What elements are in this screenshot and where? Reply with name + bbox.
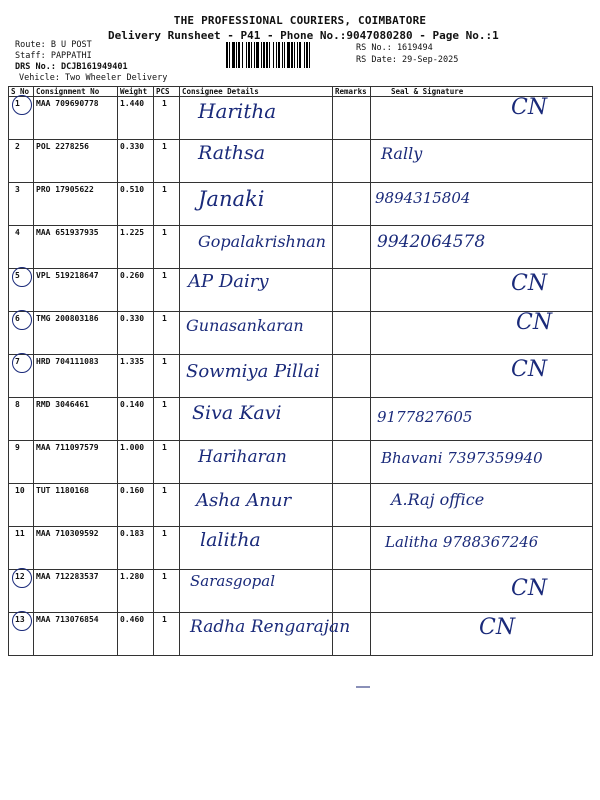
consignee-cell	[180, 226, 333, 269]
weight-value: 1.000	[118, 441, 154, 484]
consignee-handwriting: Janaki	[198, 187, 265, 211]
signature-handwriting: CN	[479, 615, 516, 640]
consignment-number: MAA 709690778	[34, 97, 118, 140]
consignee-handwriting: Gunasankaran	[186, 316, 304, 335]
serial-number-cell	[9, 269, 34, 312]
table-row	[9, 226, 593, 269]
col-header-consignment: Consignment No	[34, 87, 118, 97]
stray-pen-mark	[356, 686, 370, 688]
consignee-cell	[180, 484, 333, 527]
weight-value: 0.183	[118, 527, 154, 570]
signature-cell	[371, 484, 593, 527]
weight-value: 1.280	[118, 570, 154, 613]
pcs-value: 1	[154, 484, 180, 527]
consignee-handwriting: Gopalakrishnan	[198, 232, 326, 251]
consignee-cell	[180, 570, 333, 613]
serial-number: 8	[15, 400, 20, 409]
col-header-remarks: Remarks	[333, 87, 371, 97]
consignee-cell	[180, 441, 333, 484]
table-row	[9, 269, 593, 312]
runsheet-title: THE PROFESSIONAL COURIERS, COIMBATORE	[173, 14, 427, 27]
serial-number-cell	[9, 355, 34, 398]
signature-handwriting: Bhavani 7397359940	[381, 449, 543, 467]
consignee-handwriting: Asha Anur	[196, 490, 292, 511]
col-header-pcs: PCS	[154, 87, 180, 97]
remarks-cell	[333, 398, 371, 441]
col-header-signature: Seal & Signature	[371, 87, 593, 97]
signature-cell	[371, 613, 593, 656]
consignee-handwriting: Radha Rengarajan	[190, 617, 351, 637]
signature-cell	[371, 355, 593, 398]
serial-number: 3	[15, 185, 20, 194]
weight-value: 0.330	[118, 312, 154, 355]
consignment-number: MAA 711097579	[34, 441, 118, 484]
circle-mark	[12, 267, 32, 287]
consignee-cell	[180, 312, 333, 355]
rs-number: RS No.: 1619494	[356, 43, 433, 53]
remarks-cell	[333, 269, 371, 312]
drs-number: DRS No.: DCJB161949401	[15, 62, 128, 72]
serial-number-cell	[9, 140, 34, 183]
table-row	[9, 140, 593, 183]
pcs-value: 1	[154, 140, 180, 183]
table-row	[9, 312, 593, 355]
pcs-value: 1	[154, 613, 180, 656]
consignee-cell	[180, 269, 333, 312]
consignment-number: VPL 519218647	[34, 269, 118, 312]
circle-mark	[12, 611, 32, 631]
consignee-handwriting: Sowmiya Pillai	[186, 361, 320, 382]
consignee-handwriting: Hariharan	[198, 447, 287, 467]
weight-value: 0.160	[118, 484, 154, 527]
consignee-cell	[180, 140, 333, 183]
signature-handwriting: Rally	[381, 144, 423, 163]
serial-number: 12	[15, 572, 25, 581]
serial-number-cell	[9, 484, 34, 527]
signature-handwriting: A.Raj office	[391, 490, 485, 509]
signature-cell	[371, 441, 593, 484]
serial-number: 4	[15, 228, 20, 237]
weight-value: 0.510	[118, 183, 154, 226]
consignee-cell	[180, 183, 333, 226]
consignment-number: HRD 704111083	[34, 355, 118, 398]
col-header-weight: Weight	[118, 87, 154, 97]
pcs-value: 1	[154, 527, 180, 570]
pcs-value: 1	[154, 183, 180, 226]
remarks-cell	[333, 527, 371, 570]
serial-number: 10	[15, 486, 25, 495]
serial-number: 1	[15, 99, 20, 108]
pcs-value: 1	[154, 355, 180, 398]
signature-cell	[371, 312, 593, 355]
remarks-cell	[333, 226, 371, 269]
weight-value: 0.260	[118, 269, 154, 312]
signature-cell	[371, 183, 593, 226]
consignee-handwriting: lalitha	[200, 529, 261, 551]
table-row	[9, 441, 593, 484]
weight-value: 0.140	[118, 398, 154, 441]
vehicle-label: Vehicle: Two Wheeler Delivery	[19, 73, 168, 83]
consignee-handwriting: AP Dairy	[188, 271, 269, 292]
signature-handwriting: Lalitha 9788367246	[385, 533, 539, 551]
remarks-cell	[333, 484, 371, 527]
serial-number: 9	[15, 443, 20, 452]
consignment-number: MAA 651937935	[34, 226, 118, 269]
signature-handwriting: CN	[511, 271, 548, 296]
signature-handwriting: CN	[516, 310, 553, 335]
serial-number-cell	[9, 441, 34, 484]
signature-cell	[371, 398, 593, 441]
consignee-cell	[180, 613, 351, 656]
signature-cell	[371, 140, 593, 183]
pcs-value: 1	[154, 398, 180, 441]
signature-handwriting: CN	[511, 95, 548, 120]
pcs-value: 1	[154, 269, 180, 312]
consignment-number: RMD 3046461	[34, 398, 118, 441]
remarks-cell	[333, 355, 371, 398]
consignee-handwriting: Haritha	[198, 99, 277, 123]
consignee-handwriting: Siva Kavi	[192, 402, 282, 424]
serial-number-cell	[9, 613, 34, 656]
circle-mark	[12, 95, 32, 115]
pcs-value: 1	[154, 226, 180, 269]
weight-value: 0.330	[118, 140, 154, 183]
consignee-cell	[180, 398, 333, 441]
consignment-number: MAA 710309592	[34, 527, 118, 570]
table-row	[9, 570, 593, 613]
circle-mark	[12, 310, 32, 330]
serial-number: 5	[15, 271, 20, 280]
barcode	[226, 42, 352, 68]
consignment-number: MAA 713076854	[34, 613, 118, 656]
table-row	[9, 527, 593, 570]
signature-handwriting: CN	[511, 357, 548, 382]
serial-number-cell	[9, 183, 34, 226]
signature-handwriting: 9894315804	[375, 189, 471, 207]
table-row	[9, 613, 593, 656]
serial-number: 2	[15, 142, 20, 151]
pcs-value: 1	[154, 570, 180, 613]
consignee-handwriting: Sarasgopal	[190, 572, 276, 590]
consignee-handwriting: Rathsa	[198, 142, 266, 164]
serial-number-cell	[9, 570, 34, 613]
table-header-row	[9, 87, 593, 97]
consignee-cell	[180, 97, 333, 140]
pcs-value: 1	[154, 97, 180, 140]
consignment-number: TUT 1180168	[34, 484, 118, 527]
signature-handwriting: CN	[511, 576, 548, 601]
signature-cell	[371, 527, 593, 570]
consignee-cell	[180, 527, 333, 570]
remarks-cell	[333, 570, 371, 613]
serial-number-cell	[9, 226, 34, 269]
signature-handwriting: 9177827605	[377, 408, 473, 426]
signature-cell	[371, 269, 593, 312]
serial-number-cell	[9, 312, 34, 355]
table-row	[9, 398, 593, 441]
serial-number-cell	[9, 527, 34, 570]
remarks-cell	[333, 97, 371, 140]
table-row	[9, 97, 593, 140]
serial-number-cell	[9, 398, 34, 441]
col-header-sno: S No	[9, 87, 34, 97]
table-row	[9, 484, 593, 527]
runsheet-subtitle: Delivery Runsheet - P41 - Phone No.:9047080280 - Page No.:1	[108, 29, 499, 42]
runsheet-table	[8, 86, 593, 656]
pcs-value: 1	[154, 312, 180, 355]
weight-value: 1.440	[118, 97, 154, 140]
signature-cell	[371, 97, 593, 140]
serial-number: 11	[15, 529, 25, 538]
serial-number-cell	[9, 97, 34, 140]
col-header-consignee: Consignee Details	[180, 87, 333, 97]
consignment-number: MAA 712283537	[34, 570, 118, 613]
pcs-value: 1	[154, 441, 180, 484]
remarks-cell	[333, 312, 371, 355]
serial-number: 13	[15, 615, 25, 624]
serial-number: 6	[15, 314, 20, 323]
weight-value: 1.335	[118, 355, 154, 398]
weight-value: 0.460	[118, 613, 154, 656]
circle-mark	[12, 568, 32, 588]
weight-value: 1.225	[118, 226, 154, 269]
circle-mark	[12, 353, 32, 373]
route-label: Route: B U POST	[15, 40, 92, 50]
table-row	[9, 355, 593, 398]
signature-handwriting: 9942064578	[377, 232, 486, 252]
remarks-cell	[333, 183, 371, 226]
remarks-cell	[333, 441, 371, 484]
consignee-cell	[180, 355, 333, 398]
consignment-number: TMG 200803186	[34, 312, 118, 355]
consignment-number: PRO 17905622	[34, 183, 118, 226]
staff-label: Staff: PAPPATHI	[15, 51, 92, 61]
consignment-number: POL 2278256	[34, 140, 118, 183]
rs-date: RS Date: 29-Sep-2025	[356, 55, 459, 65]
signature-cell	[371, 226, 593, 269]
signature-cell	[371, 570, 593, 613]
remarks-cell	[333, 140, 371, 183]
serial-number: 7	[15, 357, 20, 366]
table-row	[9, 183, 593, 226]
